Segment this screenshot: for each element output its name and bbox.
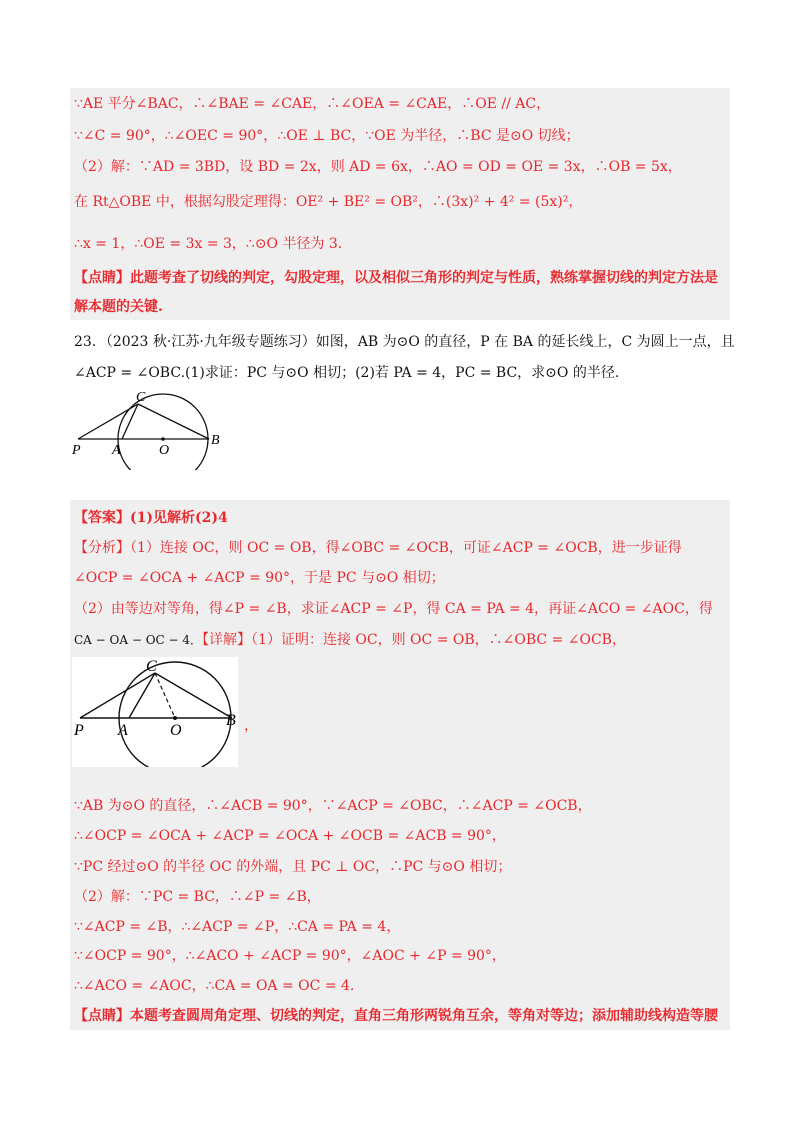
solution-line-4: 在 Rt△OBE 中，根据勾股定理得：OE² + BE² = OB²，∴(3x)² + 4² = (5x)²， — [74, 194, 583, 210]
figure-2-trailing-comma: ， — [244, 718, 258, 734]
label-B: B — [226, 712, 236, 729]
detail-line-2: ∴∠OCP = ∠OCA + ∠ACP = ∠OCA + ∠OCB = ∠ACB = 90°， — [74, 828, 506, 844]
label-A: A — [112, 443, 121, 458]
analysis-line-4 — [74, 630, 734, 650]
analysis-line-1: 【分析】（1）连接 OC，则 OC = OB，得∠OBC = ∠OCB，可证∠ACP = ∠OCB，进一步证得 — [74, 540, 682, 556]
analysis-line-2: ∠OCP = ∠OCA + ∠ACP = 90°，于是 PC 与⊙O 相切； — [74, 570, 445, 586]
question-line-1: 23．（2023 秋·江苏·九年级专题练习）如图，AB 为⊙O 的直径，P 在 BA 的延长线上，C 为圆上一点，且 — [74, 334, 735, 350]
label-P: P — [72, 443, 81, 458]
detail-line-1: ∵AB 为⊙O 的直径，∴∠ACB = 90°，∵∠ACP = ∠OBC，∴∠ACP = ∠OCB， — [74, 798, 592, 814]
label-P: P — [74, 722, 84, 739]
detail-line-4: （2）解：∵PC = BC，∴∠P = ∠B， — [74, 889, 321, 905]
detail-line-5: ∵∠ACP = ∠B，∴∠ACP = ∠P，∴CA = PA = 4， — [74, 919, 401, 935]
analysis-line-4-equation: CA − OA − OC − 4． — [74, 633, 203, 647]
detail-line-6: ∵∠OCP = 90°，∴∠ACO + ∠ACP = 90°，∠AOC + ∠P = 90°， — [74, 948, 506, 964]
solution-line-1: ∵AE 平分∠BAC，∴∠BAE = ∠CAE，∴∠OEA = ∠CAE，∴OE // AC， — [74, 96, 551, 112]
label-C: C — [136, 390, 146, 405]
answer-line: 【答案】(1)见解析(2)4 — [74, 510, 228, 526]
comment-line-1: 【点睛】此题考查了切线的判定，勾股定理，以及相似三角形的判定与性质，熟练掌握切线的判定方法是 — [74, 270, 718, 286]
comment-line-3: 【点睛】本题考查圆周角定理、切线的判定，直角三角形两锐角互余，等角对等边；添加辅助线构造等腰 — [74, 1008, 718, 1024]
question-line-2: ∠ACP = ∠OBC.(1)求证：PC 与⊙O 相切；(2)若 PA = 4，PC = BC，求⊙O 的半径. — [74, 365, 620, 381]
label-C: C — [146, 658, 157, 675]
detail-intro: 【详解】（1）证明：连接 OC，则 OC = OB，∴∠OBC = ∠OCB， — [202, 632, 626, 648]
solution-line-3: （2）解：∵AD = 3BD，设 BD = 2x，则 AD = 6x，∴AO = OD = OE = 3x，∴OB = 5x， — [74, 159, 682, 175]
detail-line-3: ∵PC 经过⊙O 的半径 OC 的外端，且 PC ⊥ OC，∴PC 与⊙O 相切； — [74, 859, 512, 875]
label-A: A — [118, 722, 128, 739]
geometry-figure-1 — [66, 385, 226, 470]
solution-line-5: ∴x = 1，∴OE = 3x = 3，∴⊙O 半径为 3. — [74, 236, 343, 252]
geometry-figure-2 — [72, 657, 238, 767]
analysis-line-3: （2）由等边对等角，得∠P = ∠B，求证∠ACP = ∠P，得 CA = PA = 4，再证∠ACO = ∠AOC，得 — [74, 601, 713, 617]
label-B: B — [211, 433, 220, 448]
solution-line-2: ∵∠C = 90°，∴∠OEC = 90°，∴OE ⊥ BC，∵OE 为半径，∴BC 是⊙O 切线； — [74, 128, 580, 144]
comment-line-2: 解本题的关键. — [74, 299, 163, 315]
detail-line-7: ∴∠ACO = ∠AOC，∴CA = OA = OC = 4. — [74, 978, 355, 994]
label-O: O — [170, 722, 182, 739]
label-O: O — [159, 443, 170, 458]
